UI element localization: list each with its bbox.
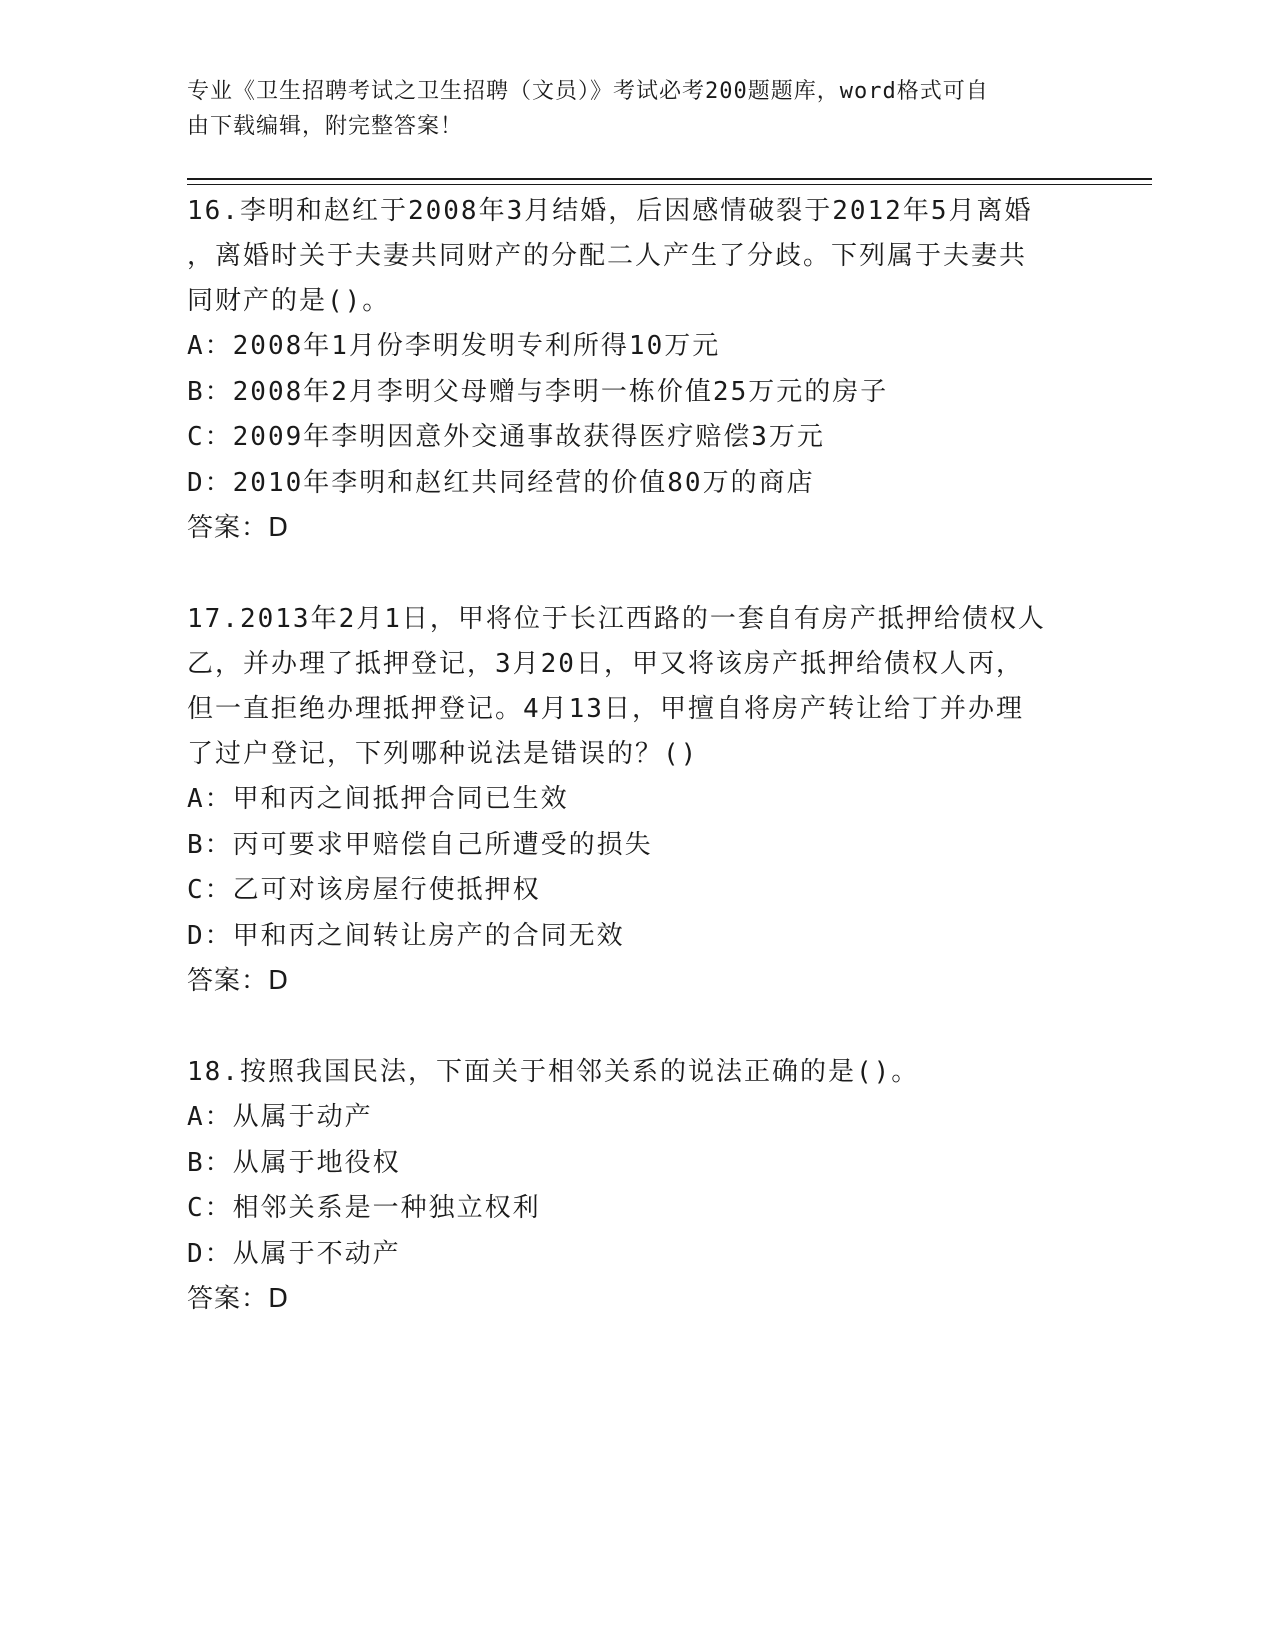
option-c: C：相邻关系是一种独立权利	[187, 1193, 541, 1223]
question-stem-line: 16.李明和赵红于2008年3月结婚，后因感情破裂于2012年5月离婚	[187, 196, 1033, 226]
question-stem-line: 同财产的是()。	[187, 286, 391, 316]
header-line-2: 由下载编辑，附完整答案！	[187, 114, 464, 139]
option-a: A：2008年1月份李明发明专利所得10万元	[187, 331, 721, 361]
option-d: D：2010年李明和赵红共同经营的价值80万的商店	[187, 467, 815, 498]
question-stem-line: 了过户登记，下列哪种说法是错误的？()	[187, 739, 699, 769]
document-header	[187, 74, 1067, 144]
question-17	[187, 597, 1107, 1004]
option-d: D：从属于不动产	[187, 1238, 401, 1269]
option-b: B：从属于地役权	[187, 1147, 401, 1178]
question-stem-line: 18.按照我国民法，下面关于相邻关系的说法正确的是()。	[187, 1057, 920, 1087]
question-18	[187, 1050, 1107, 1322]
option-c: C：乙可对该房屋行使抵押权	[187, 875, 541, 905]
answer: 答案：D	[187, 1284, 290, 1314]
option-a: A：甲和丙之间抵押合同已生效	[187, 784, 569, 814]
option-d: D：甲和丙之间转让房产的合同无效	[187, 920, 625, 951]
answer: 答案：D	[187, 966, 290, 996]
header-divider-thin	[187, 184, 1152, 185]
answer: 答案：D	[187, 513, 290, 543]
option-a: A：从属于动产	[187, 1102, 373, 1132]
question-16	[187, 189, 1107, 551]
question-stem-line: 17.2013年2月1日，甲将位于长江西路的一套自有房产抵押给债权人	[187, 604, 1046, 634]
question-list	[187, 189, 1107, 1368]
option-b: B：丙可要求甲赔偿自己所遭受的损失	[187, 829, 653, 860]
header-line-1: 专业《卫生招聘考试之卫生招聘（文员）》考试必考200题题库，word格式可自	[187, 79, 989, 104]
option-c: C：2009年李明因意外交通事故获得医疗赔偿3万元	[187, 422, 825, 452]
option-b: B：2008年2月李明父母赠与李明一栋价值25万元的房子	[187, 376, 889, 407]
question-stem-line: 乙，并办理了抵押登记，3月20日，甲又将该房产抵押给债权人丙，	[187, 649, 1024, 679]
question-stem-line: 但一直拒绝办理抵押登记。4月13日，甲擅自将房产转让给丁并办理	[187, 694, 1024, 724]
header-divider-thick	[187, 178, 1152, 180]
question-stem-line: ，离婚时关于夫妻共同财产的分配二人产生了分歧。下列属于夫妻共	[187, 241, 1028, 271]
